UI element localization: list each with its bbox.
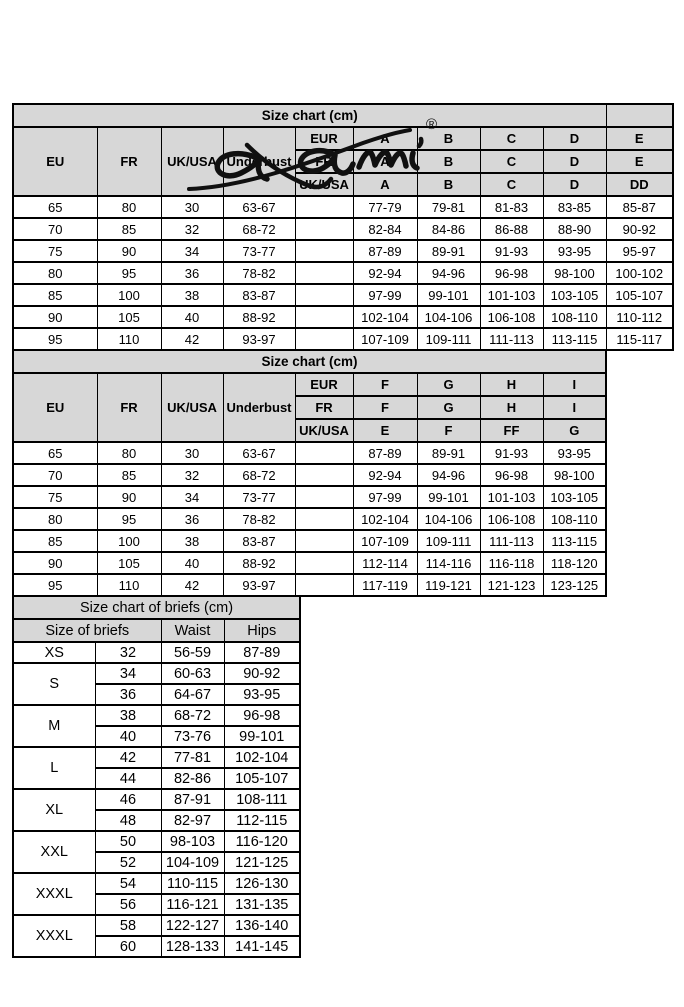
band-size-cell: 40: [161, 306, 223, 328]
hips-range-cell: 93-95: [224, 684, 300, 705]
column-header: UK/USA: [161, 127, 223, 196]
table-row: [13, 306, 673, 328]
spacer-cell: [295, 306, 353, 328]
column-header: Underbust: [223, 127, 295, 196]
band-size-cell: 42: [161, 328, 223, 350]
spacer-cell: [295, 530, 353, 552]
band-size-cell: 95: [97, 508, 161, 530]
bust-range-cell: 111-113: [480, 530, 543, 552]
band-size-cell: 78-82: [223, 262, 295, 284]
table-row: [13, 574, 606, 596]
column-header: EU: [13, 127, 97, 196]
bust-range-cell: 101-103: [480, 284, 543, 306]
table-row: [13, 663, 300, 684]
band-size-cell: 90: [13, 306, 97, 328]
bust-range-cell: 99-101: [417, 284, 480, 306]
hips-range-cell: 141-145: [224, 936, 300, 957]
table-row: [13, 642, 300, 663]
brief-number-cell: 40: [95, 726, 161, 747]
table-row: [13, 530, 606, 552]
band-size-cell: 90: [97, 486, 161, 508]
bust-range-cell: 79-81: [417, 196, 480, 218]
band-size-cell: 95: [97, 262, 161, 284]
band-size-cell: 110: [97, 574, 161, 596]
bust-range-cell: 91-93: [480, 240, 543, 262]
table-row: [13, 873, 300, 894]
cup-size-header: E: [353, 419, 417, 442]
bust-range-cell: 89-91: [417, 240, 480, 262]
cup-size-header: C: [480, 127, 543, 150]
column-header: Underbust: [223, 373, 295, 442]
spacer-cell: [295, 284, 353, 306]
cup-size-header: G: [417, 396, 480, 419]
band-size-cell: 40: [161, 552, 223, 574]
band-size-cell: 88-92: [223, 306, 295, 328]
hips-range-cell: 131-135: [224, 894, 300, 915]
band-size-cell: 38: [161, 530, 223, 552]
bust-range-cell: 119-121: [417, 574, 480, 596]
hips-header: Hips: [224, 619, 300, 642]
column-header: EU: [13, 373, 97, 442]
brief-number-cell: 54: [95, 873, 161, 894]
band-size-cell: 85: [13, 284, 97, 306]
table-row: [13, 284, 673, 306]
bust-range-cell: 105-107: [606, 284, 673, 306]
column-header: FR: [97, 127, 161, 196]
waist-header: Waist: [161, 619, 224, 642]
brief-number-cell: 34: [95, 663, 161, 684]
band-size-cell: 80: [13, 262, 97, 284]
table-title: Size chart (cm): [13, 104, 606, 127]
bust-range-cell: 83-85: [543, 196, 606, 218]
brief-number-cell: 32: [95, 642, 161, 663]
spacer-cell: [295, 552, 353, 574]
band-size-cell: 110: [97, 328, 161, 350]
hips-range-cell: 126-130: [224, 873, 300, 894]
cup-size-header: DD: [606, 173, 673, 196]
waist-range-cell: 82-86: [161, 768, 224, 789]
band-size-cell: 80: [97, 196, 161, 218]
bust-range-cell: 77-79: [353, 196, 417, 218]
spacer-cell: [295, 508, 353, 530]
bust-range-cell: 82-84: [353, 218, 417, 240]
band-size-cell: 85: [97, 218, 161, 240]
spacer-cell: [295, 328, 353, 350]
bust-range-cell: 111-113: [480, 328, 543, 350]
spacer-cell: [295, 574, 353, 596]
logo-i: [412, 153, 417, 168]
region-label: FR: [295, 396, 353, 419]
cup-size-header: C: [480, 150, 543, 173]
cup-size-header: A: [353, 127, 417, 150]
table-row: [13, 552, 606, 574]
bust-range-cell: 99-101: [417, 486, 480, 508]
table-row: [13, 619, 300, 642]
brief-size-label: XXL: [13, 831, 95, 873]
band-size-cell: 85: [13, 530, 97, 552]
bust-range-cell: 101-103: [480, 486, 543, 508]
bust-range-cell: 108-110: [543, 306, 606, 328]
bust-range-cell: 108-110: [543, 508, 606, 530]
region-label: UK/USA: [295, 173, 353, 196]
size-chart-page: [0, 103, 684, 1007]
cup-size-header: F: [353, 396, 417, 419]
bust-range-cell: 103-105: [543, 284, 606, 306]
band-size-cell: 93-97: [223, 328, 295, 350]
bust-range-cell: 91-93: [480, 442, 543, 464]
cup-size-header: F: [353, 373, 417, 396]
table-row: [13, 915, 300, 936]
band-size-cell: 75: [13, 240, 97, 262]
cup-size-header: D: [543, 173, 606, 196]
cup-size-header: E: [606, 150, 673, 173]
bust-range-cell: 94-96: [417, 262, 480, 284]
brief-number-cell: 46: [95, 789, 161, 810]
waist-range-cell: 56-59: [161, 642, 224, 663]
hips-range-cell: 96-98: [224, 705, 300, 726]
band-size-cell: 73-77: [223, 240, 295, 262]
bust-range-cell: 118-120: [543, 552, 606, 574]
cup-size-header: I: [543, 373, 606, 396]
band-size-cell: 105: [97, 306, 161, 328]
hips-range-cell: 87-89: [224, 642, 300, 663]
band-size-cell: 32: [161, 464, 223, 486]
logo-i-dot: [419, 139, 421, 146]
waist-range-cell: 110-115: [161, 873, 224, 894]
band-size-cell: 100: [97, 284, 161, 306]
waist-range-cell: 64-67: [161, 684, 224, 705]
band-size-cell: 63-67: [223, 196, 295, 218]
bust-range-cell: 104-106: [417, 508, 480, 530]
bust-range-cell: 104-106: [417, 306, 480, 328]
band-size-cell: 80: [13, 508, 97, 530]
waist-range-cell: 98-103: [161, 831, 224, 852]
bust-range-cell: 112-114: [353, 552, 417, 574]
bust-range-cell: 93-95: [543, 442, 606, 464]
band-size-cell: 36: [161, 508, 223, 530]
bust-range-cell: 89-91: [417, 442, 480, 464]
bust-range-cell: 107-109: [353, 530, 417, 552]
band-size-cell: 95: [13, 574, 97, 596]
spacer-cell: [295, 442, 353, 464]
bust-range-cell: 94-96: [417, 464, 480, 486]
bust-range-cell: 100-102: [606, 262, 673, 284]
table-row: [13, 464, 606, 486]
hips-range-cell: 105-107: [224, 768, 300, 789]
bust-range-cell: 109-111: [417, 328, 480, 350]
region-label: FR: [295, 150, 353, 173]
table-row: [13, 789, 300, 810]
registered-mark: ®: [426, 116, 438, 133]
size-of-briefs-header: Size of briefs: [13, 619, 161, 642]
band-size-cell: 30: [161, 196, 223, 218]
cup-size-header: D: [543, 127, 606, 150]
brief-number-cell: 52: [95, 852, 161, 873]
brief-size-label: M: [13, 705, 95, 747]
cup-size-header: F: [417, 419, 480, 442]
band-size-cell: 83-87: [223, 284, 295, 306]
bust-range-cell: 95-97: [606, 240, 673, 262]
spacer-cell: [295, 486, 353, 508]
cup-size-header: H: [480, 373, 543, 396]
cup-size-header: B: [417, 150, 480, 173]
hips-range-cell: 136-140: [224, 915, 300, 936]
bust-range-cell: 96-98: [480, 262, 543, 284]
cup-size-header: A: [353, 173, 417, 196]
bust-range-cell: 87-89: [353, 442, 417, 464]
table-row: [13, 328, 673, 350]
band-size-cell: 38: [161, 284, 223, 306]
band-size-cell: 63-67: [223, 442, 295, 464]
cup-size-header: B: [417, 127, 480, 150]
table-title: Size chart of briefs (cm): [13, 596, 300, 619]
brief-size-label: XL: [13, 789, 95, 831]
waist-range-cell: 116-121: [161, 894, 224, 915]
table-row: [13, 831, 300, 852]
band-size-cell: 93-97: [223, 574, 295, 596]
bust-range-cell: 85-87: [606, 196, 673, 218]
table-row: [13, 486, 606, 508]
hips-range-cell: 102-104: [224, 747, 300, 768]
hips-range-cell: 90-92: [224, 663, 300, 684]
cup-size-header: D: [543, 150, 606, 173]
spacer-cell: [295, 218, 353, 240]
waist-range-cell: 128-133: [161, 936, 224, 957]
bust-range-cell: 98-100: [543, 464, 606, 486]
column-header: UK/USA: [161, 373, 223, 442]
band-size-cell: 68-72: [223, 218, 295, 240]
band-size-cell: 34: [161, 486, 223, 508]
table-row: [13, 240, 673, 262]
bust-range-cell: 123-125: [543, 574, 606, 596]
brief-number-cell: 44: [95, 768, 161, 789]
band-size-cell: 32: [161, 218, 223, 240]
band-size-cell: 75: [13, 486, 97, 508]
waist-range-cell: 104-109: [161, 852, 224, 873]
band-size-cell: 80: [97, 442, 161, 464]
bust-range-cell: 113-115: [543, 530, 606, 552]
bust-range-cell: 84-86: [417, 218, 480, 240]
bust-range-cell: 109-111: [417, 530, 480, 552]
bust-range-cell: 121-123: [480, 574, 543, 596]
waist-range-cell: 82-97: [161, 810, 224, 831]
band-size-cell: 30: [161, 442, 223, 464]
hips-range-cell: 108-111: [224, 789, 300, 810]
hips-range-cell: 121-125: [224, 852, 300, 873]
band-size-cell: 65: [13, 442, 97, 464]
cup-size-header: B: [417, 173, 480, 196]
cup-size-header: FF: [480, 419, 543, 442]
cup-size-header: G: [417, 373, 480, 396]
brief-number-cell: 50: [95, 831, 161, 852]
corner-cell: [606, 104, 673, 127]
brief-size-label: XXXL: [13, 873, 95, 915]
bust-range-cell: 97-99: [353, 284, 417, 306]
bust-range-cell: 116-118: [480, 552, 543, 574]
band-size-cell: 42: [161, 574, 223, 596]
spacer-cell: [295, 240, 353, 262]
waist-range-cell: 68-72: [161, 705, 224, 726]
hips-range-cell: 99-101: [224, 726, 300, 747]
region-label: EUR: [295, 373, 353, 396]
brief-size-label: S: [13, 663, 95, 705]
band-size-cell: 68-72: [223, 464, 295, 486]
band-size-cell: 34: [161, 240, 223, 262]
brand-logo: [183, 105, 483, 205]
bust-range-cell: 96-98: [480, 464, 543, 486]
bust-range-cell: 102-104: [353, 508, 417, 530]
table-title: Size chart (cm): [13, 350, 606, 373]
axami-logo-signature: [183, 105, 483, 205]
band-size-cell: 88-92: [223, 552, 295, 574]
band-size-cell: 105: [97, 552, 161, 574]
band-size-cell: 36: [161, 262, 223, 284]
bust-range-cell: 103-105: [543, 486, 606, 508]
bust-range-cell: 113-115: [543, 328, 606, 350]
band-size-cell: 90: [97, 240, 161, 262]
bust-range-cell: 93-95: [543, 240, 606, 262]
bust-range-cell: 115-117: [606, 328, 673, 350]
band-size-cell: 100: [97, 530, 161, 552]
waist-range-cell: 60-63: [161, 663, 224, 684]
spacer-cell: [295, 262, 353, 284]
brief-number-cell: 60: [95, 936, 161, 957]
bust-range-cell: 98-100: [543, 262, 606, 284]
waist-range-cell: 87-91: [161, 789, 224, 810]
band-size-cell: 78-82: [223, 508, 295, 530]
brief-number-cell: 38: [95, 705, 161, 726]
spacer-cell: [295, 464, 353, 486]
bust-range-cell: 90-92: [606, 218, 673, 240]
bust-range-cell: 106-108: [480, 306, 543, 328]
table-row: [13, 596, 300, 619]
band-size-cell: 90: [13, 552, 97, 574]
cup-size-header: A: [353, 150, 417, 173]
brief-size-label: XXXL: [13, 915, 95, 957]
brief-number-cell: 42: [95, 747, 161, 768]
band-size-cell: 70: [13, 464, 97, 486]
brief-number-cell: 56: [95, 894, 161, 915]
table-row: [13, 262, 673, 284]
cup-size-header: I: [543, 396, 606, 419]
briefs-size-chart: [12, 595, 301, 958]
column-header: FR: [97, 373, 161, 442]
cup-size-header: E: [606, 127, 673, 150]
band-size-cell: 70: [13, 218, 97, 240]
bust-range-cell: 97-99: [353, 486, 417, 508]
bust-range-cell: 92-94: [353, 464, 417, 486]
waist-range-cell: 122-127: [161, 915, 224, 936]
bust-range-cell: 117-119: [353, 574, 417, 596]
cup-size-header: G: [543, 419, 606, 442]
waist-range-cell: 77-81: [161, 747, 224, 768]
band-size-cell: 95: [13, 328, 97, 350]
hips-range-cell: 116-120: [224, 831, 300, 852]
table-row: [13, 508, 606, 530]
brief-number-cell: 36: [95, 684, 161, 705]
table-row: [13, 747, 300, 768]
logo-m: [359, 152, 406, 167]
cup-size-header: H: [480, 396, 543, 419]
logo-a1: [217, 154, 267, 179]
bust-range-cell: 110-112: [606, 306, 673, 328]
bust-range-cell: 107-109: [353, 328, 417, 350]
hips-range-cell: 112-115: [224, 810, 300, 831]
table-row: [13, 218, 673, 240]
table-row: [13, 442, 606, 464]
band-size-cell: 73-77: [223, 486, 295, 508]
bust-range-cell: 88-90: [543, 218, 606, 240]
bust-range-cell: 106-108: [480, 508, 543, 530]
bust-range-cell: 114-116: [417, 552, 480, 574]
bust-range-cell: 92-94: [353, 262, 417, 284]
waist-range-cell: 73-76: [161, 726, 224, 747]
bust-range-cell: 87-89: [353, 240, 417, 262]
bra-size-chart-2: [12, 349, 607, 597]
bust-range-cell: 86-88: [480, 218, 543, 240]
table-row: [13, 350, 606, 373]
region-label: EUR: [295, 127, 353, 150]
table-row: [13, 373, 606, 396]
brief-size-label: L: [13, 747, 95, 789]
bust-range-cell: 81-83: [480, 196, 543, 218]
table-row: [13, 705, 300, 726]
cup-size-header: C: [480, 173, 543, 196]
brief-number-cell: 58: [95, 915, 161, 936]
brief-number-cell: 48: [95, 810, 161, 831]
brief-size-label: XS: [13, 642, 95, 663]
band-size-cell: 83-87: [223, 530, 295, 552]
band-size-cell: 65: [13, 196, 97, 218]
region-label: UK/USA: [295, 419, 353, 442]
bust-range-cell: 102-104: [353, 306, 417, 328]
band-size-cell: 85: [97, 464, 161, 486]
